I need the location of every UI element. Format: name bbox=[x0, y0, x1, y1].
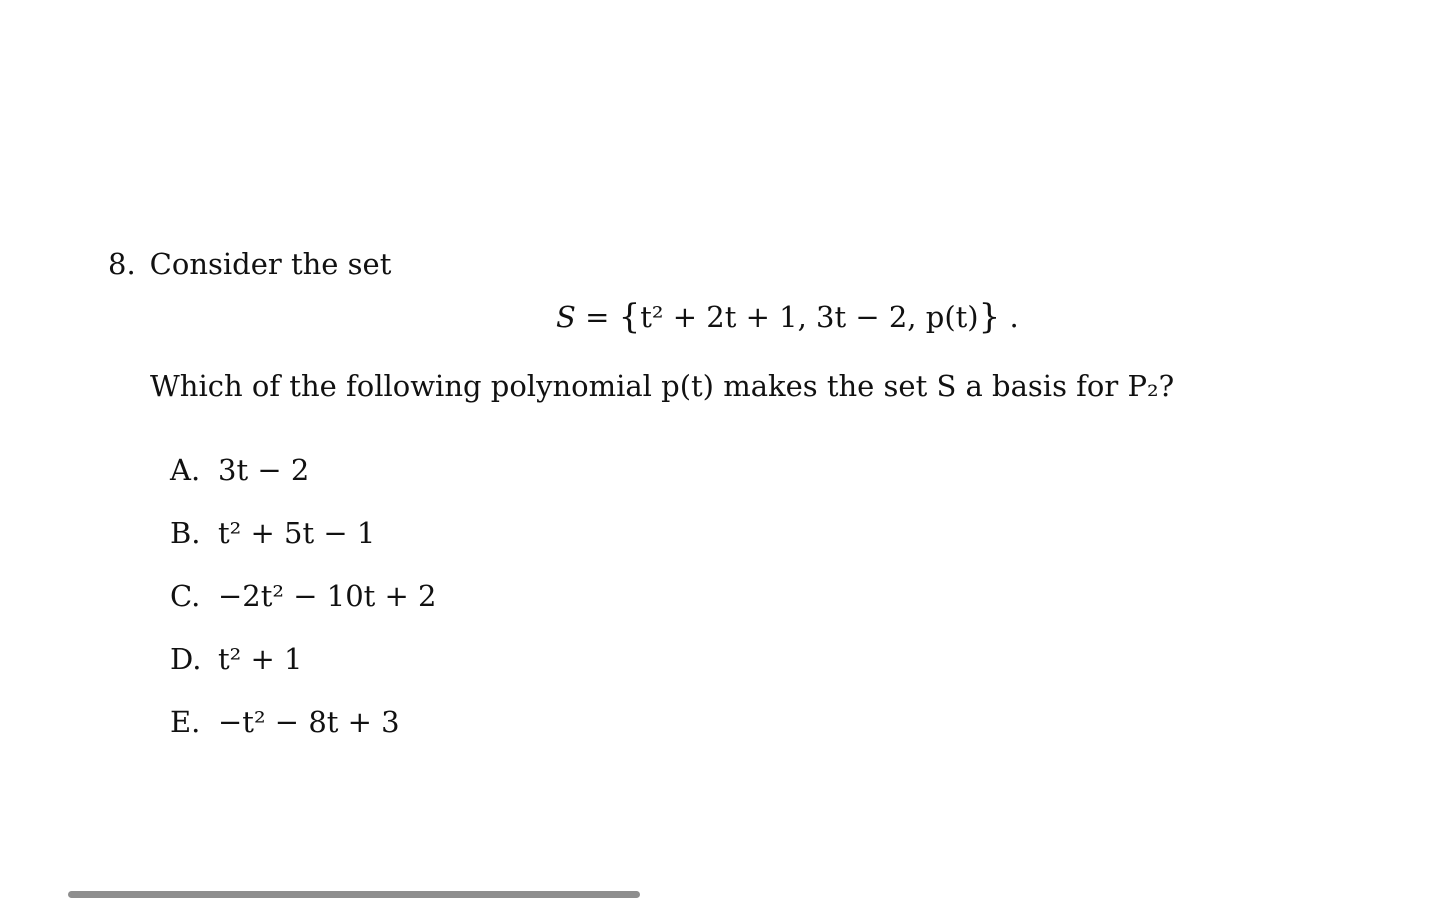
choice-c bbox=[170, 578, 437, 641]
question-intro bbox=[108, 246, 391, 282]
choice-b bbox=[170, 515, 437, 578]
choice-expression: t² + 1 bbox=[218, 642, 303, 676]
question-number: 8. bbox=[108, 247, 136, 281]
choice-expression: t² + 5t − 1 bbox=[218, 516, 376, 550]
answer-choices bbox=[170, 452, 437, 767]
choice-a bbox=[170, 452, 437, 515]
choice-letter: E. bbox=[170, 705, 201, 739]
set-equation bbox=[556, 298, 1019, 336]
choice-expression: −2t² − 10t + 2 bbox=[218, 579, 437, 613]
question-intro-text: Consider the set bbox=[149, 247, 392, 281]
set-term-3: p(t) bbox=[925, 300, 979, 334]
choice-expression: 3t − 2 bbox=[218, 453, 310, 487]
choice-expression: −t² − 8t + 3 bbox=[218, 705, 400, 739]
choice-letter: D. bbox=[170, 642, 202, 676]
choice-letter: B. bbox=[170, 516, 201, 550]
question-prompt: Which of the following polynomial p(t) makes the set S a basis for P₂? bbox=[150, 369, 1175, 403]
equals-sign: = bbox=[585, 300, 610, 334]
choice-letter: A. bbox=[170, 453, 201, 487]
close-brace: } bbox=[978, 297, 1001, 337]
set-term-1: t² + 2t + 1, bbox=[640, 300, 807, 334]
choice-letter: C. bbox=[170, 579, 201, 613]
set-symbol: S bbox=[556, 300, 576, 334]
set-term-2: 3t − 2, bbox=[816, 300, 917, 334]
open-brace: { bbox=[618, 297, 641, 337]
choice-d bbox=[170, 641, 437, 704]
equation-period: . bbox=[1009, 300, 1019, 334]
choice-e bbox=[170, 704, 437, 767]
horizontal-scrollbar[interactable] bbox=[68, 891, 640, 898]
